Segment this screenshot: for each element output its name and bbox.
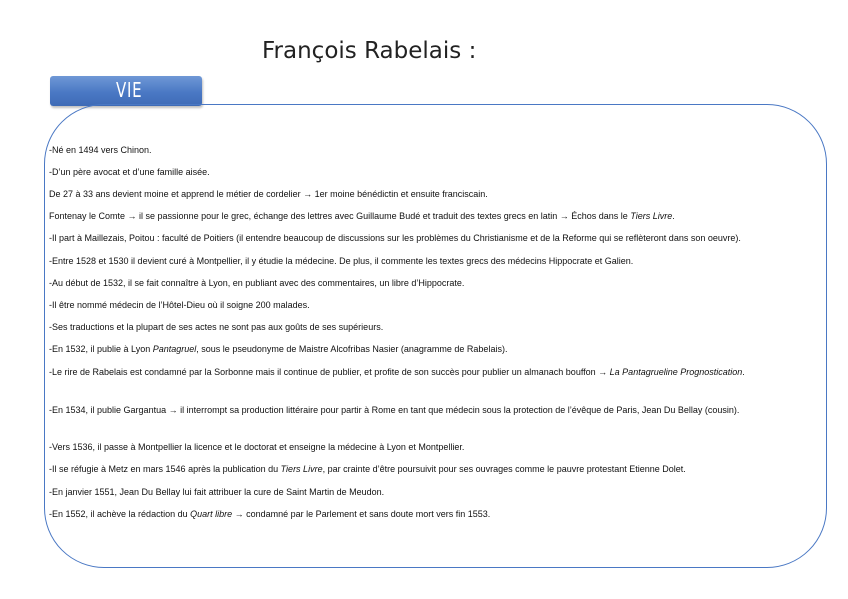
bio-entry [49,405,787,416]
bio-entry-text: -En 1534, il publie Gargantua → il interrompt sa production littéraire pour partir à Rome en tant que médecin sous la protection de l’évêque de Paris, Jean Du Bellay (cousin). [49,405,740,415]
bio-entry [49,278,839,289]
bio-entry-text: -Vers 1536, il passe à Montpellier la licence et le doctorat et enseigne la médecine à Lyon et Montpellier. [49,442,465,452]
bio-entry-text: -Né en 1494 vers Chinon. [49,145,152,155]
bio-entry-title-italic: La Pantagrueline Prognostication [609,367,743,377]
bio-entry [49,509,839,520]
bio-entry-text: -Il part à Maillezais, Poitou : faculté de Poitiers (il entendre beaucoup de discussions sur les problèmes du Christianisme et de la Reforme qui se reflèteront dans son oeuvre). [49,233,741,243]
bio-entry-text: -Le rire de Rabelais est condamné par la Sorbonne mais il continue de publier, et profite de son succès pour publier un almanach bouffon → [49,367,610,377]
bio-entry-text: -En janvier 1551, Jean Du Bellay lui fait attribuer la cure de Saint Martin de Meudon. [49,487,385,497]
bio-entry-text: Fontenay le Comte → il se passionne pour le grec, échange des lettres avec Guillaume Budé et traduit des textes grecs en latin → Échos dans le [49,211,631,221]
bio-entry-text: -En 1532, il publie à Lyon [49,344,153,354]
bio-entry-text: . [742,367,745,377]
bio-entry-text: -Il se réfugie à Metz en mars 1546 après la publication du [49,464,281,474]
page-title: François Rabelais : [262,38,477,64]
bio-entry-title-italic: Tiers Livre [280,464,323,474]
bio-entry [49,145,839,156]
bio-entry-title-italic: Pantagruel [152,344,197,354]
bio-entry [49,211,839,222]
section-tab-vie [50,76,202,106]
bio-entry [49,256,839,267]
bio-entry [49,189,839,200]
bio-entry [49,442,839,453]
bio-entry-text: -D’un père avocat et d’une famille aisée. [49,167,210,177]
bio-entry-title-italic: Tiers Livre [630,211,673,221]
bio-entry [49,344,839,355]
bio-entry-text: -Ses traductions et la plupart de ses actes ne sont pas aux goûts de ses supérieurs. [49,322,384,332]
bio-entry [49,233,839,244]
bio-entry-text: , par crainte d’être poursuivit pour ses ouvrages comme le pauvre protestant Etienne Dolet. [322,464,686,474]
bio-entry-text: De 27 à 33 ans devient moine et apprend le métier de cordelier → 1er moine bénédictin et ensuite franciscain. [49,189,488,199]
bio-entry [49,300,839,311]
bio-entry [49,464,839,475]
bio-entry [49,322,839,333]
section-tab-label: VIE [116,78,143,102]
bio-entry-text: -Entre 1528 et 1530 il devient curé à Montpellier, il y étudie la médecine. De plus, il commente les textes grecs des médecins Hippocrate et Galien. [49,256,634,266]
bio-entry-text: -En 1552, il achève la rédaction du [49,509,191,519]
bio-entry-text: → condamné par le Parlement et sans doute mort vers fin 1553. [232,509,491,519]
bio-entry-text: , sous le pseudonyme de Maistre Alcofribas Nasier (anagramme de Rabelais). [196,344,508,354]
bio-entry [49,487,839,498]
bio-entry-text: . [672,211,675,221]
bio-entry-title-italic: Quart libre [190,509,233,519]
bio-entry-text: -Au début de 1532, il se fait connaître à Lyon, en publiant avec des commentaires, un libre d’Hippocrate. [49,278,465,288]
bio-entry-text: -Il être nommé médecin de l’Hôtel-Dieu où il soigne 200 malades. [49,300,310,310]
bio-entry [49,367,787,378]
bio-entry [49,167,839,178]
